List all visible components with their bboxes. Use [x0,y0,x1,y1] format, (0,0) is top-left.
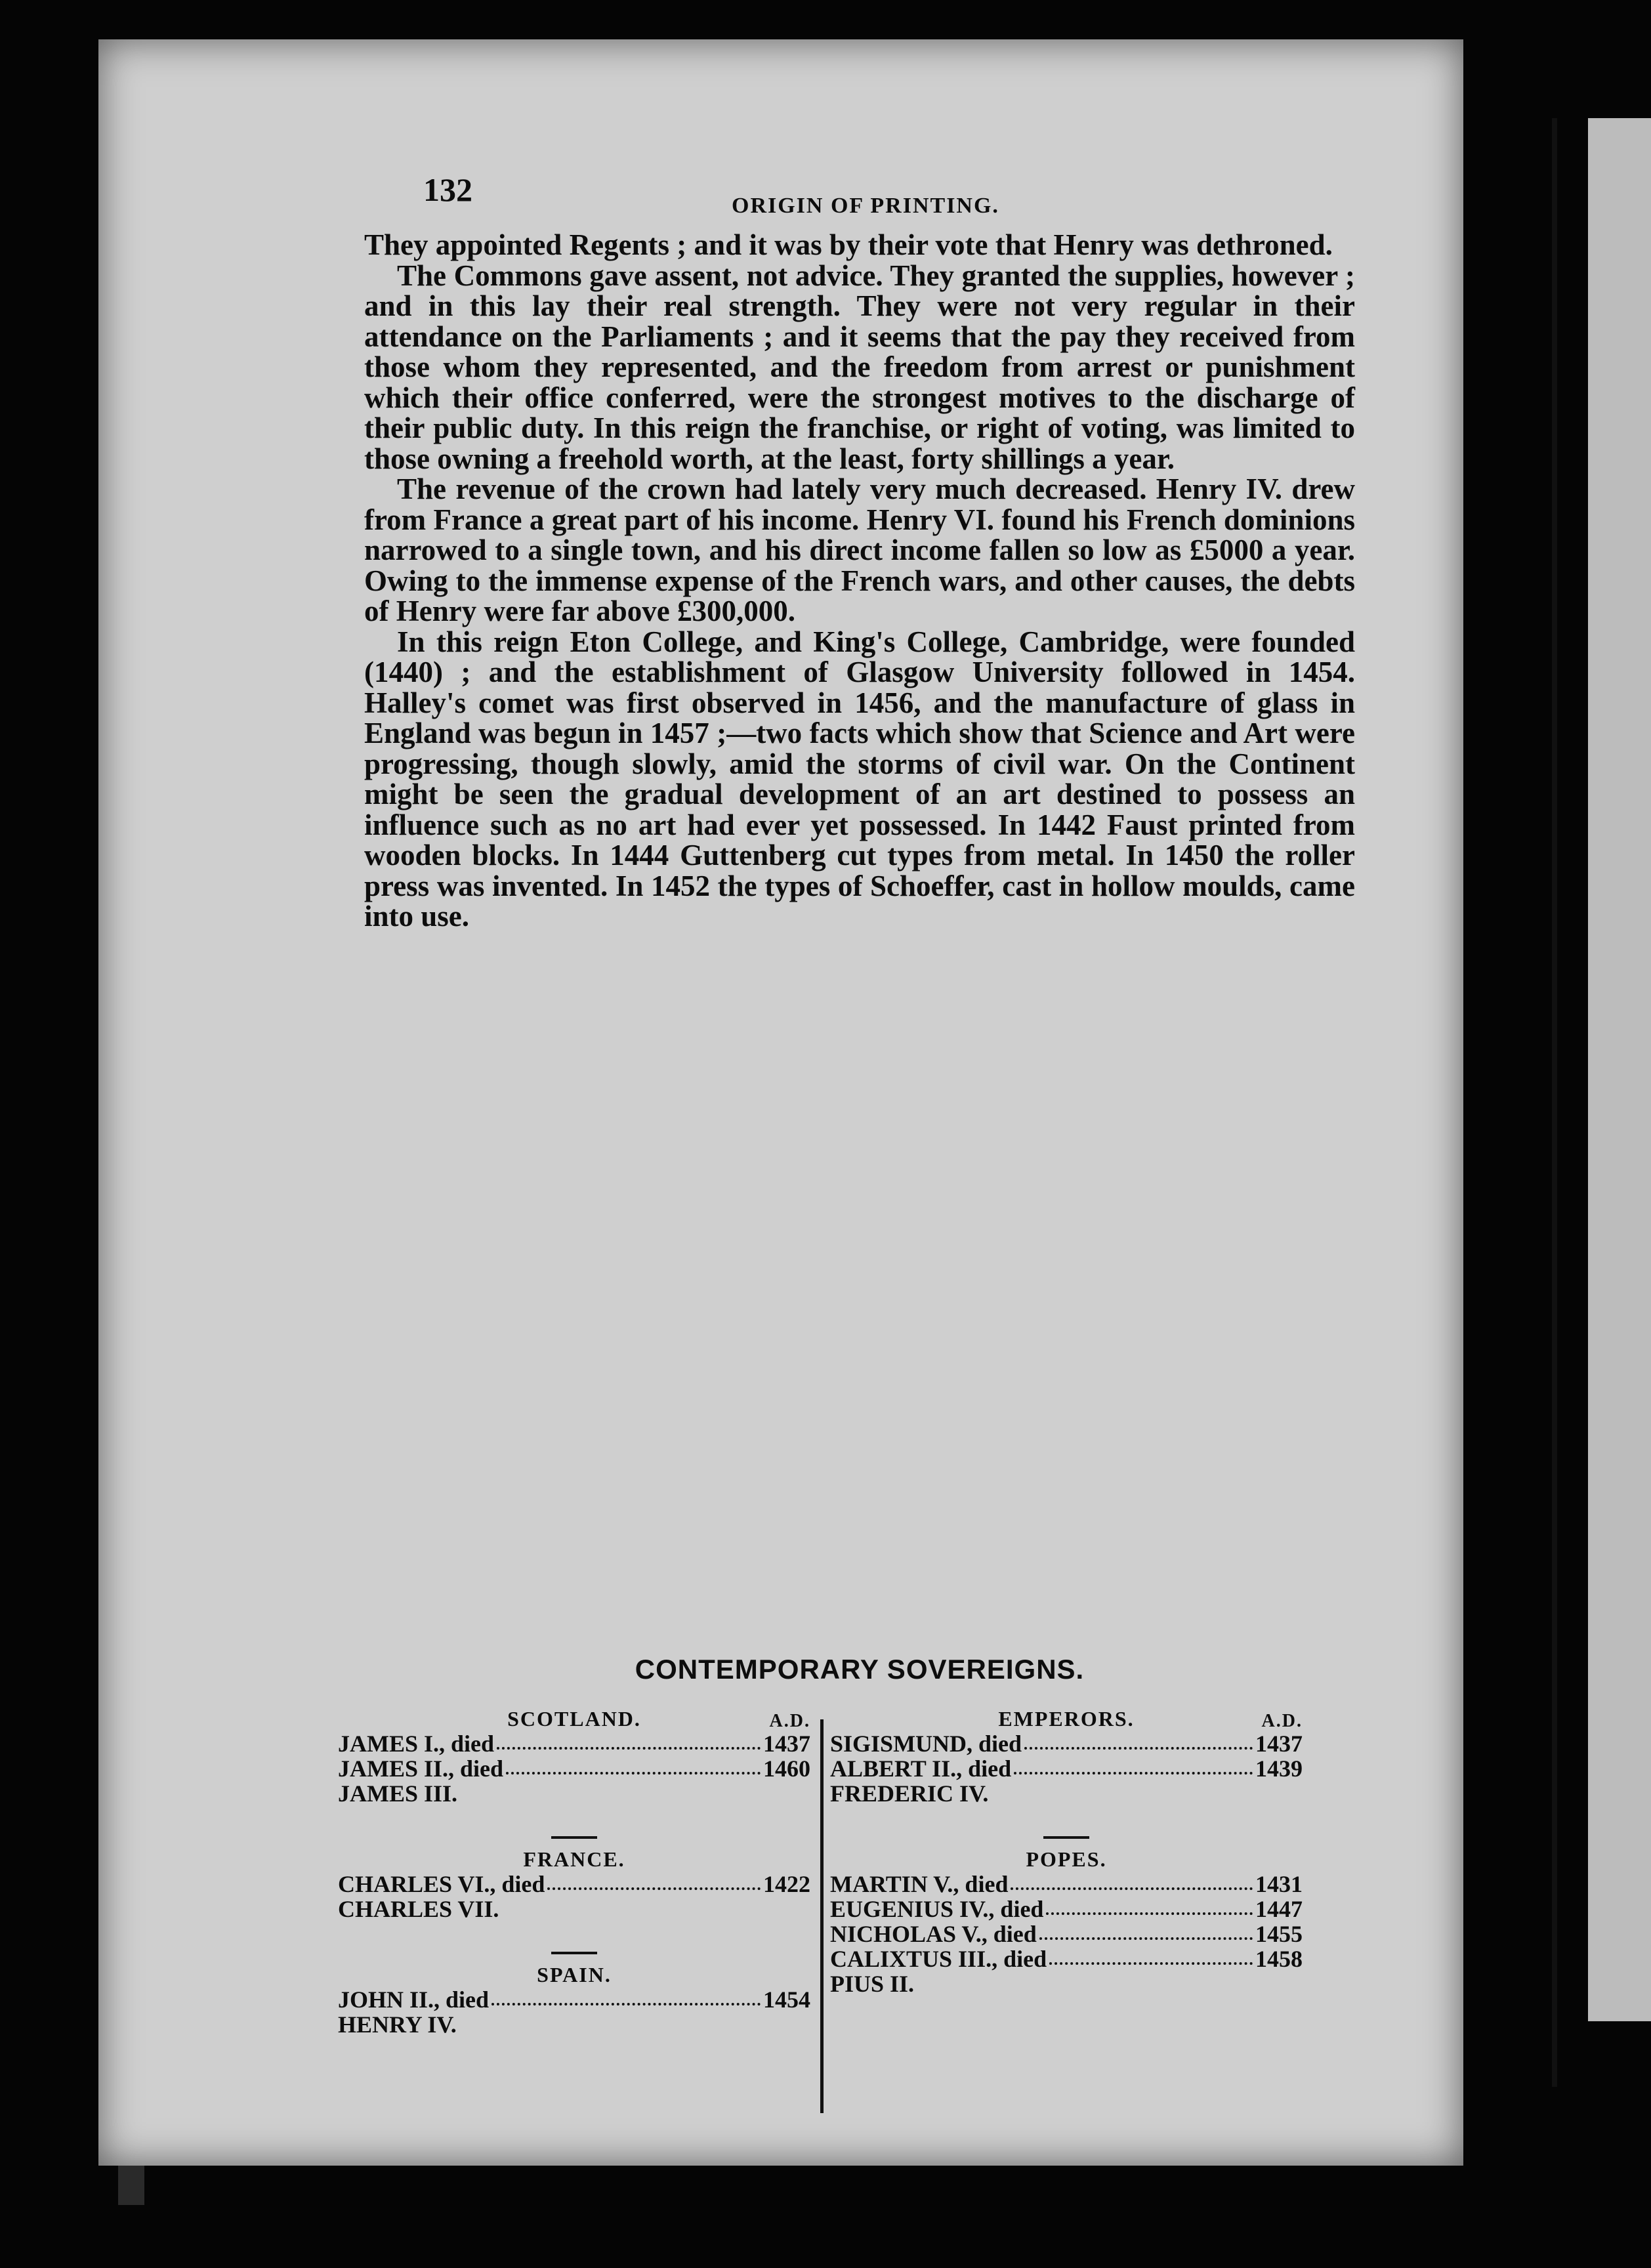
sovereign-entry [338,1897,810,1922]
ad-label: A.D. [1261,1711,1303,1731]
sovereign-group [338,1952,810,2037]
death-year: 1431 [1255,1871,1303,1897]
paragraph: The Commons gave assent, not advice. They granted the supplies, however ; and in this lay their real strength. They were not very regular in their attendance on the Parliaments ; and it seems that the pay they received from those whom they represented, and the freedom from arrest or punishment which their office conferred, were the strongest motives to the discharge of their public duty. In this reign the franchise, or right of voting, was limited to those owning a freehold worth, at the least, forty shillings a year. [364,259,1355,475]
group-heading [338,1847,810,1872]
leader-dots [1049,1946,1253,1965]
death-year: 1455 [1255,1921,1303,1947]
group-title: SCOTLAND. [507,1707,641,1731]
paragraph: They appointed Regents ; and it was by their vote that Henry was dethroned. [364,228,1333,261]
group-heading [338,1706,810,1731]
group-title: FRANCE. [523,1847,625,1871]
sovereign-entry [338,1781,810,1806]
sovereign-name: CALIXTUS III., died [830,1946,1047,1972]
sovereign-name: JAMES I., died [338,1731,495,1757]
facing-page-edge [1588,118,1651,2021]
group-heading [830,1847,1303,1872]
group-title: SPAIN. [537,1963,612,1986]
death-year: 1447 [1255,1896,1303,1922]
group-separator-rule [551,1836,597,1839]
body-text [364,230,1355,932]
running-head [364,158,1355,217]
sovereign-entry [338,1731,810,1756]
group-title: EMPERORS. [998,1707,1135,1731]
death-year: 1458 [1255,1946,1303,1972]
paragraph: In this reign Eton College, and King's College, Cambridge, were founded (1440) ; and the establishment of Glasgow University followed in 1454. Halley's comet was first observed in 1456, and the manufacture of glass in England was begun in 1457 ;—two facts which show that Science and Art were progressing, though slowly, amid the storms of civil war. On the Continent might be seen the gradual development of an art destined to possess an influence such as no art had ever yet possessed. In 1442 Faust printed from wooden blocks. In 1444 Guttenberg cut types from metal. In 1450 the roller press was invented. In 1452 the types of Schoeffer, cast in hollow moulds, came into use. [364,625,1355,933]
paragraph: The revenue of the crown had lately very much decreased. Henry IV. drew from France a great part of his income. Henry VI. found his French dominions narrowed to a single town, and his direct income fallen so low as £5000 a year. Owing to the immense expense of the French wars, and other causes, the debts of Henry were far above £300,000. [364,472,1355,627]
page-content [338,158,1355,2038]
leader-dots [1039,1922,1253,1940]
death-year: 1439 [1255,1755,1303,1782]
leader-dots [1046,1897,1253,1915]
sovereigns-table [338,1706,1355,2113]
sovereigns-heading: CONTEMPORARY SOVEREIGNS. [635,1654,1085,1685]
sovereigns-column-right [830,1706,1303,2026]
sovereign-name: PIUS II. [830,1971,915,1997]
death-year: 1437 [763,1731,810,1757]
sovereign-entry [830,1946,1303,1971]
sovereign-entry [830,1872,1303,1897]
sovereign-entry [830,1922,1303,1946]
group-separator-rule [1043,1836,1089,1839]
sovereign-entry [830,1731,1303,1756]
leader-dots [1014,1756,1253,1774]
sovereign-name: HENRY IV. [338,2011,457,2038]
sovereign-name: FREDERIC IV. [830,1780,989,1807]
ad-label: A.D. [769,1711,810,1731]
sovereign-name: NICHOLAS V., died [830,1921,1037,1947]
sovereign-entry [830,1971,1303,1996]
sovereign-entry [338,1872,810,1897]
sovereign-name: EUGENIUS IV., died [830,1896,1044,1922]
leader-dots [491,1987,761,2006]
running-title: ORIGIN OF PRINTING. [732,194,999,218]
group-heading [830,1706,1303,1731]
sovereign-entry [830,1897,1303,1922]
sovereign-name: JOHN II., died [338,1986,490,2013]
group-title: POPES. [1026,1847,1107,1871]
leader-dots [1011,1872,1253,1890]
death-year: 1460 [763,1755,810,1782]
column-divider [820,1719,824,2113]
sovereigns-column-left [338,1706,810,2067]
page-gutter-line [1552,118,1557,2087]
sovereign-entry [338,2012,810,2037]
sovereign-entry [830,1756,1303,1781]
sovereign-group [830,1706,1303,1806]
death-year: 1454 [763,1986,810,2013]
sovereign-entry [338,1756,810,1781]
leader-dots [506,1756,761,1774]
leader-dots [497,1731,761,1750]
sovereign-name: ALBERT II., died [830,1755,1012,1782]
sovereign-name: SIGISMUND, died [830,1731,1022,1757]
sovereign-name: CHARLES VII. [338,1896,499,1922]
sovereign-name: JAMES II., died [338,1755,504,1782]
death-year: 1437 [1255,1731,1303,1757]
death-year: 1422 [763,1871,810,1897]
sovereign-entry [830,1781,1303,1806]
group-separator-rule [551,1952,597,1954]
sovereign-name: MARTIN V., died [830,1871,1009,1897]
page-number: 132 [423,171,472,208]
sovereign-group [338,1836,810,1922]
leader-dots [1024,1731,1253,1750]
sovereign-entry [338,1987,810,2012]
sovereign-group [338,1706,810,1806]
leader-dots [547,1872,761,1890]
sovereign-name: JAMES III. [338,1780,458,1807]
sovereign-name: CHARLES VI., died [338,1871,545,1897]
sovereign-group [830,1836,1303,1996]
group-heading [338,1962,810,1987]
